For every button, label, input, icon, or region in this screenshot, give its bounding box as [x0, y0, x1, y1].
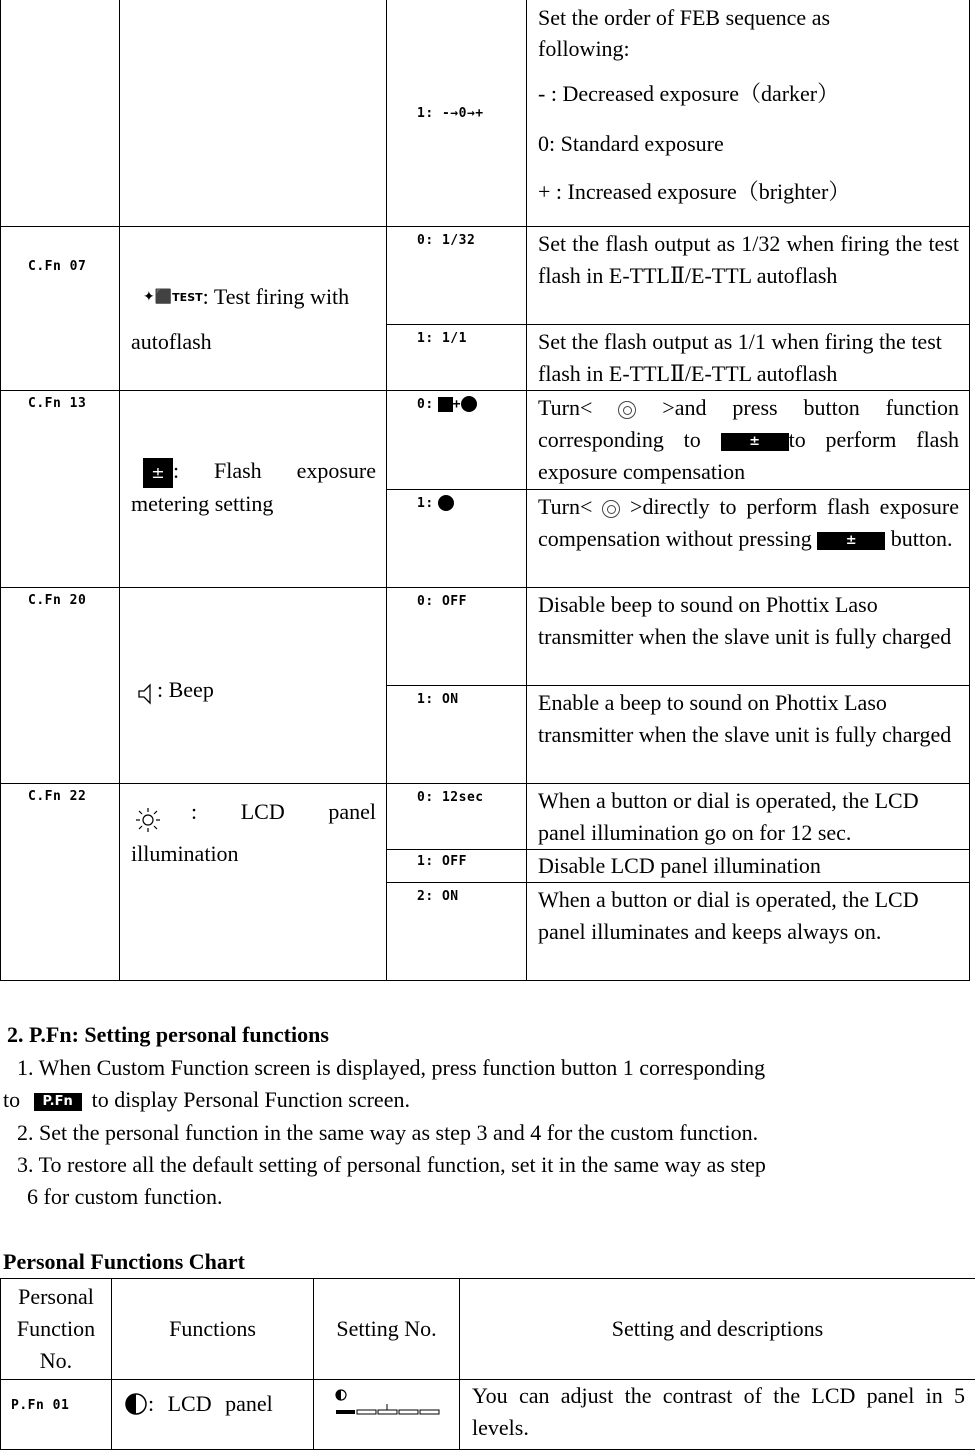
setting-desc-part: Turn<: [538, 494, 592, 519]
setting-description: When a button or dial is operated, the LCD panel illumination go on for 12 sec.: [527, 784, 970, 850]
table-row: [1, 588, 970, 686]
lamp-icon: [135, 806, 161, 832]
empty-cell: [120, 0, 387, 227]
step-text: 6 for custom function.: [27, 1181, 223, 1213]
function-label: : Test firing with autoflash: [131, 284, 349, 354]
function-label: : Beep: [157, 677, 214, 702]
step-text: 2. Set the personal function in the same way as step 3 and 4 for the custom function.: [17, 1117, 758, 1149]
table-row: [1, 784, 970, 850]
column-header: Setting and descriptions: [460, 1279, 975, 1380]
lcd-setting-code: 1: -→0→+: [417, 106, 484, 121]
dial-icon: [438, 495, 454, 511]
table-row: [1, 227, 970, 325]
lcd-setting-code: 0: 1/32: [417, 233, 475, 248]
setting-desc-part: >directly to perform flash exposure compensation without pressing: [538, 494, 959, 551]
lcd-setting-code: 0:: [417, 397, 434, 412]
setting-desc-part: to perform flash exposure compensation: [538, 427, 959, 484]
lcd-setting-code: 0: OFF: [417, 594, 467, 609]
speaker-icon: [137, 682, 157, 702]
feb-desc-line: following:: [538, 33, 959, 64]
column-header: Personal Function No.: [1, 1279, 112, 1380]
table-row: [1, 1380, 975, 1450]
fec-button-icon: ±: [721, 433, 789, 451]
lcd-setting-code: 1:: [417, 496, 434, 511]
contrast-icon: [124, 1392, 148, 1416]
lcd-setting-code: 1: ON: [417, 692, 459, 707]
step-text: to: [3, 1087, 20, 1112]
setting-description: Enable a beep to sound on Phottix Laso transmitter when the slave unit is fully charged: [527, 686, 970, 784]
cfn-code: C.Fn 20: [28, 593, 86, 608]
column-header: Setting No.: [314, 1279, 460, 1380]
contrast-level-indicator: [334, 1388, 444, 1420]
function-label: illumination: [131, 838, 376, 870]
feb-desc-line: - : Decreased exposure（darker）: [538, 78, 959, 110]
lcd-setting-code: 2: ON: [417, 889, 459, 904]
flash-exposure-compensation-icon: ±: [143, 458, 173, 488]
function-label: : Flash exposure metering setting: [131, 458, 376, 516]
setting-desc-part: button.: [891, 526, 953, 551]
feb-desc-line: 0: Standard exposure: [538, 128, 959, 160]
personal-function-table: [0, 1278, 975, 1450]
dial-icon: [618, 401, 636, 419]
setting-description: Disable beep to sound on Phottix Laso transmitter when the slave unit is fully charged: [527, 588, 970, 686]
step-text: to display Personal Function screen.: [92, 1087, 410, 1112]
fec-icon: [438, 397, 453, 412]
dial-icon: [461, 396, 477, 412]
step-text: 1. When Custom Function screen is displayed, press function button 1 corresponding: [17, 1052, 765, 1084]
chart-title: Personal Functions Chart: [3, 1246, 245, 1278]
feb-desc-line: + : Increased exposure（brighter）: [538, 176, 959, 208]
section-heading: 2. P.Fn: Setting personal functions: [7, 1019, 329, 1051]
table-row: [1, 0, 970, 227]
step-text: 3. To restore all the default setting of personal function, set it in the same way as step: [17, 1149, 766, 1181]
setting-desc-part: >and press button function corresponding to: [538, 395, 959, 452]
function-label: : LCD panel: [148, 1391, 273, 1416]
pfn-badge: P.Fn: [34, 1093, 82, 1111]
table-header-row: [1, 1279, 975, 1380]
lcd-setting-code: 1: OFF: [417, 854, 467, 869]
setting-description: When a button or dial is operated, the LCD panel illuminates and keeps always on.: [527, 883, 970, 981]
setting-description: You can adjust the contrast of the LCD panel in 5 levels.: [460, 1380, 975, 1450]
function-label: : LCD panel: [191, 792, 376, 832]
table-row: C.Fn 13 ± : Flash exposure metering setting 0: + Turn< >and press button function corresponding to ± to perform flash exposure compensation: [1, 391, 970, 490]
cfn-code: C.Fn 07: [28, 259, 86, 274]
lcd-setting-code: 1: 1/1: [417, 331, 467, 346]
fec-button-icon: ±: [817, 532, 885, 550]
setting-desc-part: Turn<: [538, 395, 592, 420]
cfn-code: C.Fn 22: [28, 789, 86, 804]
setting-description: Set the flash output as 1/32 when firing the test flash in E-TTLⅡ/E-TTL autoflash: [527, 227, 970, 325]
lcd-setting-code: 0: 12sec: [417, 790, 484, 805]
setting-description: Disable LCD panel illumination: [527, 850, 970, 883]
setting-description: Set the flash output as 1/1 when firing the test flash in E-TTLⅡ/E-TTL autoflash: [527, 325, 970, 391]
column-header: Functions: [112, 1279, 314, 1380]
pfn-code: P.Fn 01: [11, 1398, 69, 1413]
feb-desc-line: Set the order of FEB sequence as: [538, 2, 959, 33]
cfn-code: C.Fn 13: [28, 396, 86, 411]
empty-cell: [1, 0, 120, 227]
dial-icon: [602, 500, 620, 518]
test-flash-icon: ✦⬛TEST: [143, 275, 203, 320]
